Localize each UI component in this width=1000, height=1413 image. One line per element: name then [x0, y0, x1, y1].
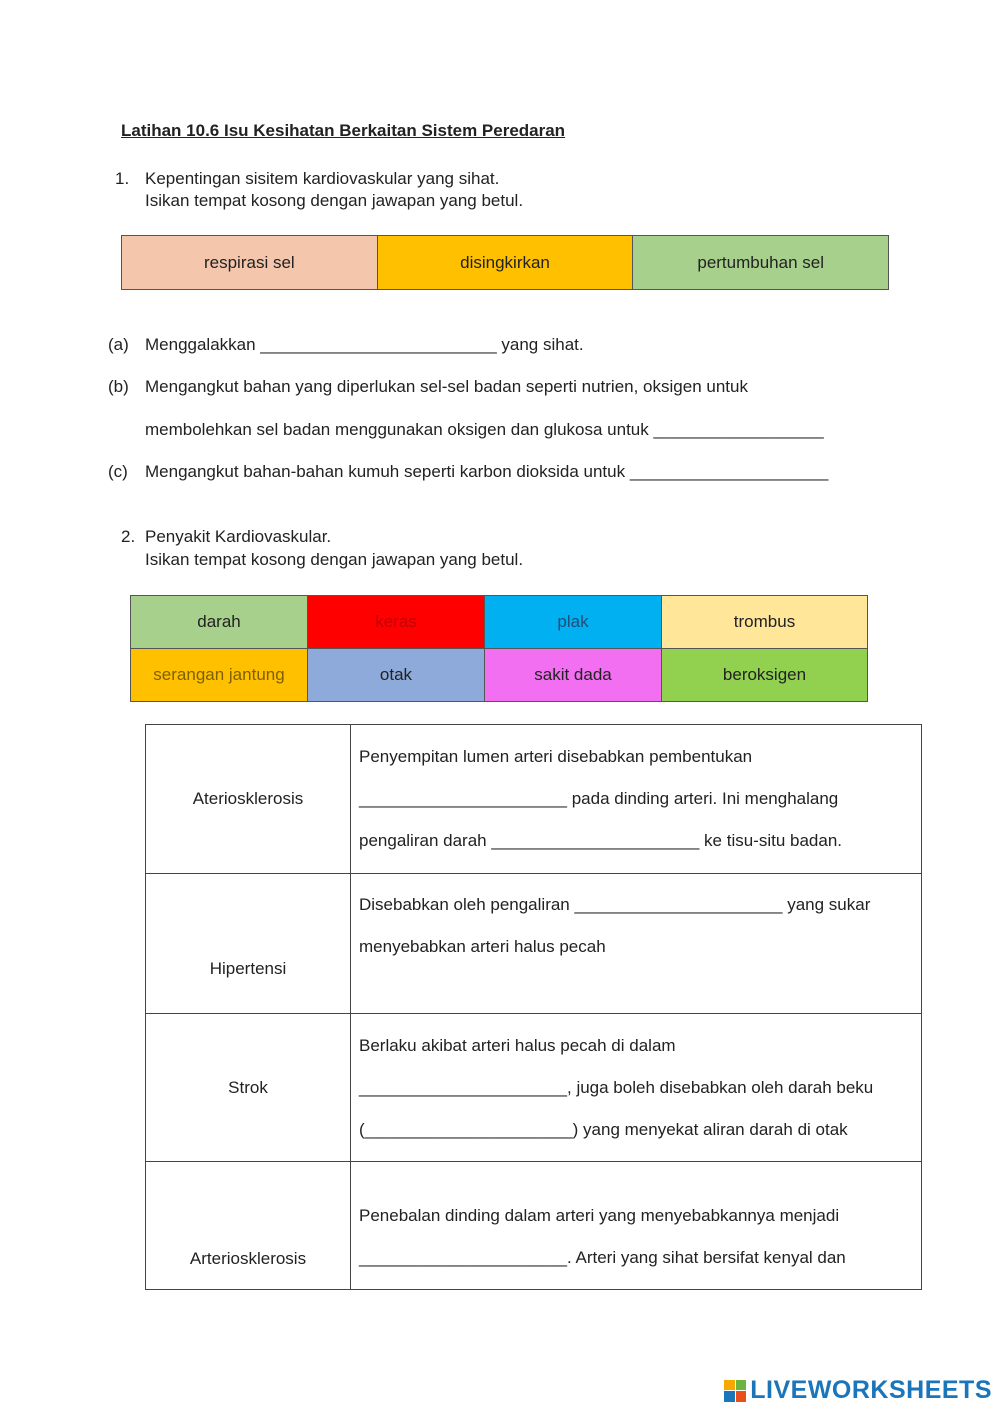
q1b-label: (b) [108, 377, 129, 396]
logo-text: LIVEWORKSHEETS [750, 1376, 992, 1404]
word-bank-item[interactable]: beroksigen [662, 649, 868, 702]
q2-number: 2. [121, 527, 136, 546]
table-row [146, 1162, 922, 1290]
description-line: Disebabkan oleh pengaliran ______________________ yang sukar [359, 895, 871, 914]
table-row [146, 874, 922, 1014]
q2-heading: Penyakit Kardiovaskular. [145, 527, 332, 546]
word-bank-item[interactable]: plak [485, 596, 662, 649]
description-cell [351, 1014, 922, 1162]
word-bank-item[interactable]: sakit dada [485, 649, 662, 702]
description-cell [351, 725, 922, 874]
table-row [146, 1014, 922, 1162]
table-row [146, 725, 922, 874]
q2-instruction: Isikan tempat kosong dengan jawapan yang betul. [145, 550, 524, 569]
description-line: Penyempitan lumen arteri disebabkan pembentukan [359, 747, 753, 766]
q1b-text-cont: membolehkan sel badan menggunakan oksigen dan glukosa untuk __________________ [145, 420, 824, 439]
q1a-text: Menggalakkan _________________________ yang sihat. [145, 335, 584, 354]
description-line: (______________________) yang menyekat aliran darah di otak [359, 1119, 848, 1139]
q1-heading: Kepentingan sisitem kardiovaskular yang sihat. [145, 169, 500, 188]
word-bank-item[interactable]: keras [308, 596, 485, 649]
description-line: ______________________, juga boleh disebabkan oleh darah beku [359, 1077, 874, 1097]
q2-word-bank [130, 595, 868, 702]
term-cell: Strok [146, 1014, 351, 1162]
word-bank-item[interactable]: trombus [662, 596, 868, 649]
description-line: Berlaku akibat arteri halus pecah di dalam [359, 1035, 676, 1055]
liveworksheets-icon [724, 1380, 746, 1402]
word-bank-item[interactable]: disingkirkan [378, 236, 634, 289]
term-cell: Arteriosklerosis [146, 1162, 351, 1290]
q1-word-bank [121, 235, 889, 290]
word-bank-item[interactable]: darah [131, 596, 308, 649]
q1a-label: (a) [108, 335, 129, 354]
q1c-text: Mengangkut bahan-bahan kumuh seperti karbon dioksida untuk _____________________ [145, 462, 829, 481]
disease-table [145, 724, 922, 1290]
description-line: menyebabkan arteri halus pecah [359, 937, 606, 956]
description-cell [351, 1162, 922, 1290]
word-bank-item[interactable]: respirasi sel [122, 236, 378, 289]
term-cell: Hipertensi [146, 874, 351, 1014]
q1-instruction: Isikan tempat kosong dengan jawapan yang betul. [145, 191, 524, 210]
q1c-label: (c) [108, 462, 128, 481]
description-line: Penebalan dinding dalam arteri yang menyebabkannya menjadi [359, 1206, 840, 1225]
term-cell: Ateriosklerosis [146, 725, 351, 874]
q1b-text: Mengangkut bahan yang diperlukan sel-sel badan seperti nutrien, oksigen untuk [145, 377, 748, 396]
page-title: Latihan 10.6 Isu Kesihatan Berkaitan Sistem Peredaran [121, 121, 566, 140]
word-bank-item[interactable]: serangan jantung [131, 649, 308, 702]
q1-number: 1. [115, 169, 130, 188]
word-bank-item[interactable]: pertumbuhan sel [633, 236, 888, 289]
description-line: ______________________ pada dinding arteri. Ini menghalang [359, 789, 839, 808]
description-cell [351, 874, 922, 1014]
description-line: pengaliran darah ______________________ ke tisu-situ badan. [359, 831, 843, 850]
description-line: ______________________. Arteri yang sihat bersifat kenyal dan [359, 1248, 846, 1267]
liveworksheets-logo [724, 1376, 992, 1405]
word-bank-item[interactable]: otak [308, 649, 485, 702]
